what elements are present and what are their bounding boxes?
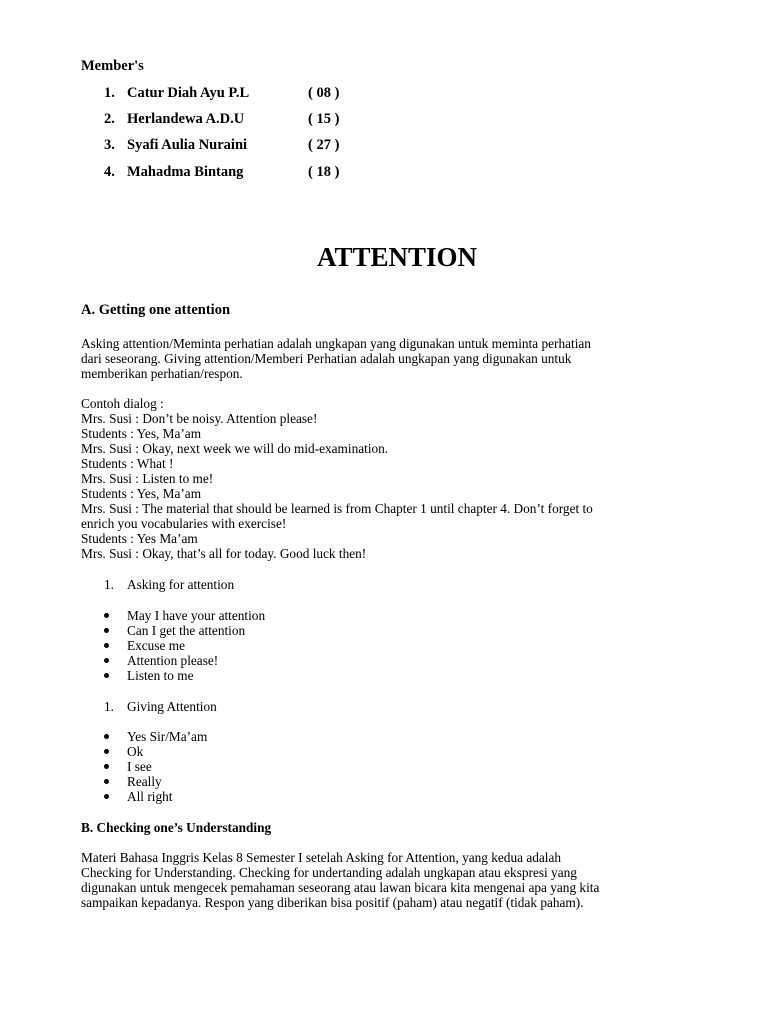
dialog-line: enrich you vocabularies with exercise! [81, 516, 287, 531]
list-item-text: Listen to me [127, 668, 194, 683]
bullet-icon [104, 764, 109, 769]
bullet-icon [104, 613, 109, 618]
member-code: ( 18 ) [308, 164, 340, 180]
bullet-icon [104, 628, 109, 633]
bullet-icon [104, 643, 109, 648]
list-item-text: Ok [127, 744, 144, 759]
member-name: Herlandewa A.D.U [127, 111, 245, 127]
paragraph-line: Checking for Understanding. Checking for undertanding adalah ungkapan atau ekspresi yang [81, 865, 577, 880]
bullet-icon [104, 734, 109, 739]
list-item-text: I see [127, 759, 152, 774]
dialog-line: Students : What ! [81, 456, 174, 471]
list-item-text: All right [127, 789, 173, 804]
dialog-line: Students : Yes Ma’am [81, 531, 198, 546]
section-a-heading: A. Getting one attention [81, 302, 231, 318]
dialog-line: Students : Yes, Ma’am [81, 486, 202, 501]
asking-number: 1. [104, 577, 114, 592]
list-item-text: Excuse me [127, 638, 185, 653]
list-item-text: Really [127, 774, 162, 789]
bullet-icon [104, 658, 109, 663]
paragraph-line: Materi Bahasa Inggris Kelas 8 Semester I setelah Asking for Attention, yang kedua adalah [81, 850, 562, 865]
dialog-line: Mrs. Susi : Listen to me! [81, 471, 214, 486]
member-number: 4. [104, 164, 115, 180]
dialog-line: Contoh dialog : [81, 396, 164, 411]
member-name: Syafi Aulia Nuraini [127, 137, 248, 153]
section-b-paragraph [81, 850, 599, 910]
dialog-line: Mrs. Susi : Okay, next week we will do mid-examination. [81, 441, 389, 456]
paragraph-line: digunakan untuk mengecek pemahaman seseorang atau lawan bicara kita mengenai apa yang kita [81, 880, 600, 895]
asking-label: Asking for attention [127, 577, 235, 592]
page-title: ATTENTION [316, 242, 478, 272]
members-heading: Member's [81, 58, 144, 74]
intro-line: Asking attention/Meminta perhatian adalah ungkapan yang digunakan untuk meminta perhatian [81, 336, 591, 351]
dialog-line: Students : Yes, Ma’am [81, 426, 202, 441]
dialog-line: Mrs. Susi : Don’t be noisy. Attention please! [81, 411, 318, 426]
member-code: ( 27 ) [308, 137, 340, 153]
intro-line: dari seseorang. Giving attention/Memberi Perhatian adalah ungkapan yang digunakan untuk [81, 351, 572, 366]
giving-number: 1. [104, 699, 114, 714]
intro-line: memberikan perhatian/respon. [81, 366, 243, 381]
bullet-icon [104, 673, 109, 678]
member-name: Catur Diah Ayu P.L [127, 85, 250, 101]
section-b-heading: B. Checking one’s Understanding [81, 820, 272, 835]
dialog-line: Mrs. Susi : Okay, that’s all for today. Good luck then! [81, 546, 367, 561]
member-number: 1. [104, 85, 115, 101]
list-item-text: Yes Sir/Ma’am [127, 729, 208, 744]
bullet-icon [104, 779, 109, 784]
list-item-text: Can I get the attention [127, 623, 246, 638]
member-number: 2. [104, 111, 115, 127]
member-code: ( 08 ) [308, 85, 340, 101]
section-a-intro [81, 336, 591, 381]
giving-label: Giving Attention [127, 699, 217, 714]
dialog-line: Mrs. Susi : The material that should be learned is from Chapter 1 until chapter 4. Don’t forget to [81, 501, 593, 516]
bullet-icon [104, 749, 109, 754]
list-item-text: Attention please! [127, 653, 219, 668]
member-number: 3. [104, 137, 115, 153]
bullet-icon [104, 794, 109, 799]
member-name: Mahadma Bintang [127, 164, 244, 180]
list-item-text: May I have your attention [127, 608, 266, 623]
paragraph-line: sampaikan kepadanya. Respon yang diberikan bisa positif (paham) atau negatif (tidak paham). [81, 895, 584, 910]
member-code: ( 15 ) [308, 111, 340, 127]
example-dialog [81, 396, 593, 561]
